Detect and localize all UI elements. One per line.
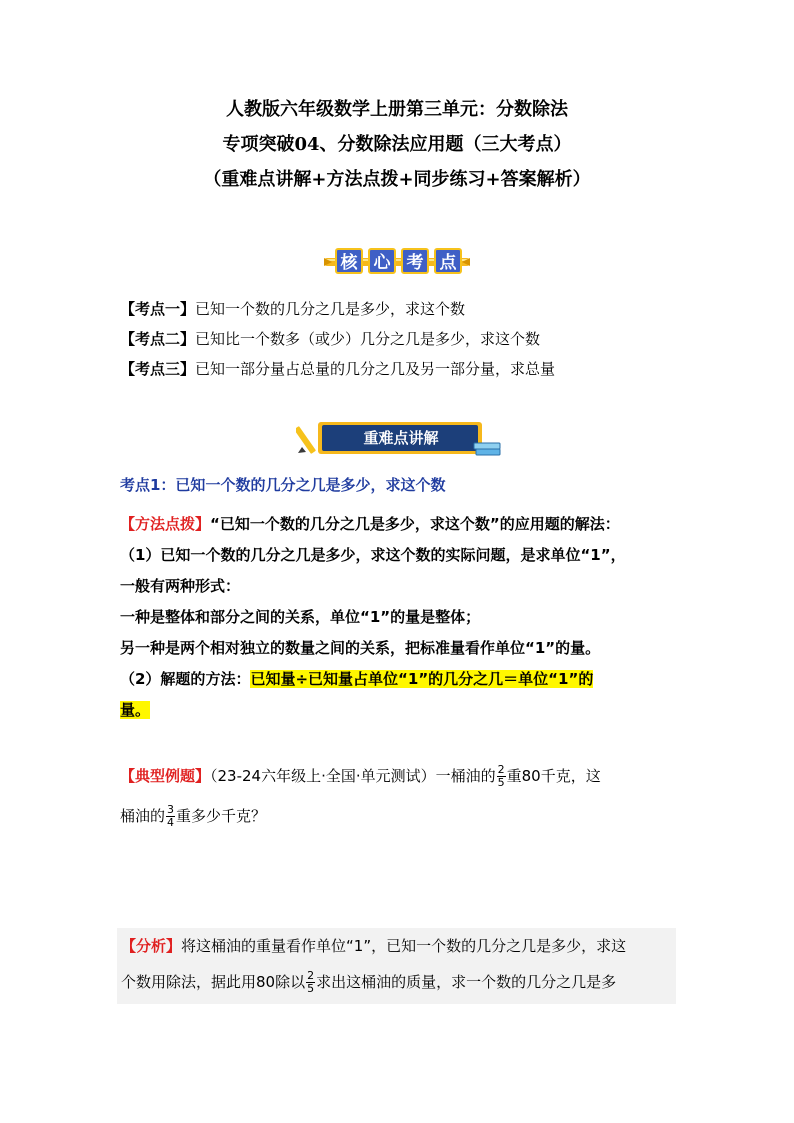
section-heading: 考点1：已知一个数的几分之几是多少，求这个数 <box>120 476 446 494</box>
method-intro-line <box>120 509 680 540</box>
fraction <box>497 764 506 789</box>
fraction-numerator: 3 <box>167 803 175 816</box>
title-line-3: （重难点讲解+方法点拨+同步练习+答案解析） <box>203 169 591 190</box>
example-block <box>120 756 680 836</box>
analysis-tag: 【分析】 <box>121 937 182 955</box>
analysis-text: 求出这桶油的质量，求一个数的几分之几是多 <box>316 973 617 991</box>
title-line-1: 人教版六年级数学上册第三单元：分数除法 <box>226 99 568 120</box>
key-points-list <box>120 294 680 384</box>
example-text: 重80千克，这 <box>506 767 601 785</box>
method-formula-highlight-end: 量。 <box>120 701 151 719</box>
example-source: （23-24六年级上·全国·单元测试）一桶油的 <box>210 767 496 785</box>
key-point-1 <box>120 294 680 324</box>
key-point-tag: 【考点三】 <box>120 360 196 378</box>
method-line-4: 另一种是两个相对独立的数量之间的关系，把标准量看作单位“1”的量。 <box>120 639 601 657</box>
fraction-numerator: 2 <box>497 763 505 776</box>
method-line-1: （1）已知一个数的几分之几是多少，求这个数的实际问题，是求单位“1”， <box>120 546 626 564</box>
key-point-tag: 【考点二】 <box>120 330 196 348</box>
method-tag: 【方法点拨】 <box>120 515 211 533</box>
example-text: 重多少千克？ <box>176 807 267 825</box>
key-point-text: 已知一部分量占总量的几分之几及另一部分量，求总量 <box>195 360 556 378</box>
key-difficulties-label: 重难点讲解 <box>363 429 439 447</box>
fraction-numerator: 2 <box>307 969 315 982</box>
method-block <box>120 509 680 726</box>
example-tag: 【典型例题】 <box>120 767 211 785</box>
key-point-text: 已知比一个数多（或少）几分之几是多少，求这个数 <box>195 330 541 348</box>
core-points-banner <box>324 240 470 280</box>
core-char-tile-3: 考 <box>401 248 429 274</box>
method-step-label: （2）解题的方法： <box>120 670 251 688</box>
core-char-tile-2: 心 <box>368 248 396 274</box>
fraction-denominator: 5 <box>497 776 505 789</box>
example-line-1 <box>120 756 680 796</box>
title-line-2: 专项突破04、分数除法应用题（三大考点） <box>222 134 572 155</box>
example-line-2 <box>120 796 680 836</box>
fraction <box>306 970 315 995</box>
method-line-3: 一种是整体和部分之间的关系，单位“1”的量是整体； <box>120 608 481 626</box>
example-text: 桶油的 <box>120 807 166 825</box>
method-intro: “已知一个数的几分之几是多少，求这个数”的应用题的解法： <box>210 515 620 533</box>
method-line-2: 一般有两种形式： <box>120 577 241 595</box>
pencil-icon <box>296 426 316 454</box>
analysis-block <box>117 928 676 1004</box>
key-point-text: 已知一个数的几分之几是多少，求这个数 <box>195 300 466 318</box>
analysis-line-2 <box>117 964 676 1000</box>
analysis-text: 将这桶油的重量看作单位“1”，已知一个数的几分之几是多少，求这 <box>181 937 627 955</box>
core-char-tile-4: 点 <box>434 248 462 274</box>
analysis-text: 个数用除法，据此用80除以 <box>121 973 306 991</box>
core-char-tile-1: 核 <box>335 248 363 274</box>
method-line-5 <box>120 664 680 695</box>
key-point-3 <box>120 354 680 384</box>
key-point-tag: 【考点一】 <box>120 300 196 318</box>
key-difficulties-banner <box>296 419 502 459</box>
key-point-2 <box>120 324 680 354</box>
method-line-6 <box>120 695 680 726</box>
fraction-denominator: 4 <box>167 816 175 829</box>
method-formula-highlight: 已知量÷已知量占单位“1”的几分之几＝单位“1”的 <box>250 670 594 688</box>
books-icon <box>474 443 500 455</box>
fraction <box>166 804 175 829</box>
document-title <box>0 94 794 199</box>
fraction-denominator: 5 <box>307 982 315 995</box>
analysis-line-1 <box>117 928 676 964</box>
